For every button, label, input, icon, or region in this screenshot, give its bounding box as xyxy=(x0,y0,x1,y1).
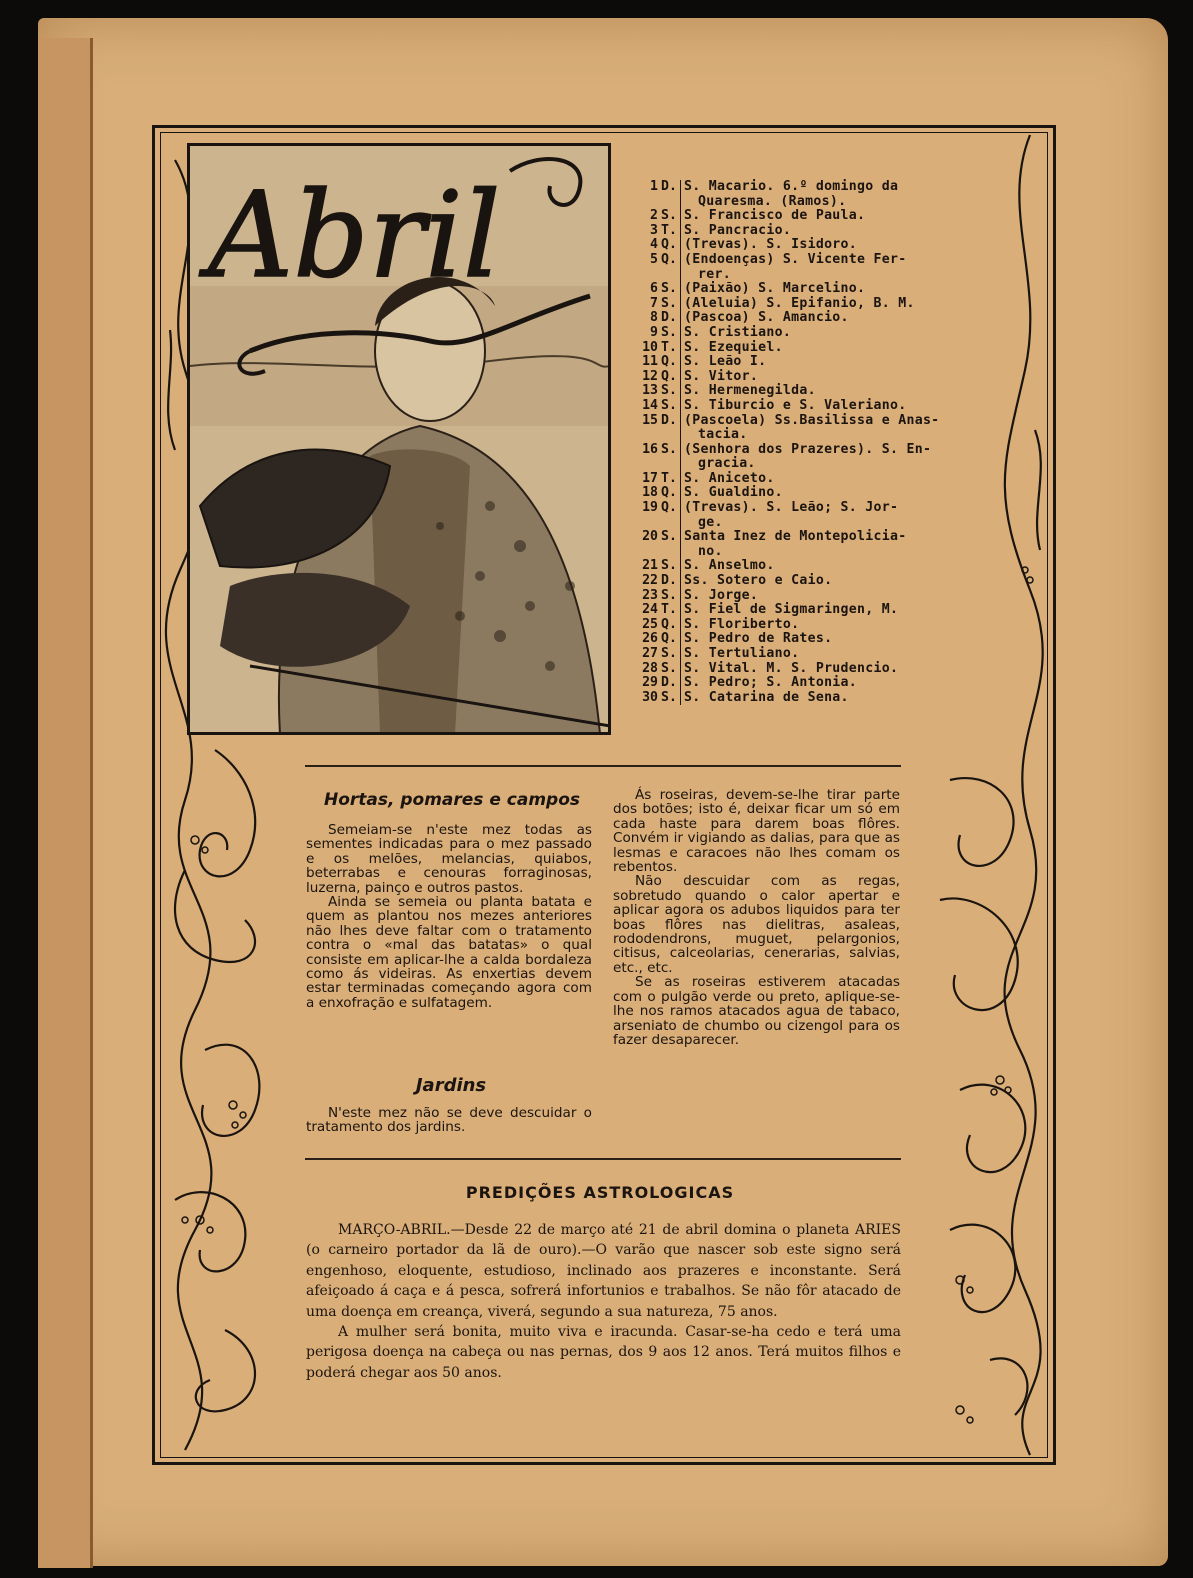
jardins-paragraph: N'este mez não se deve descuidar o tratamento dos jardins. xyxy=(306,1105,592,1136)
calendar-entry-continuation xyxy=(612,268,1012,283)
calendar-weekday: D. xyxy=(658,311,681,326)
calendar-day-number xyxy=(612,268,658,283)
calendar-day-number: 8 xyxy=(650,310,658,326)
calendar-weekday: S. xyxy=(658,209,681,224)
calendar-saint-text: gracia. xyxy=(698,456,756,472)
calendar-weekday xyxy=(658,516,681,531)
calendar-saint-text: (Aleluia) S. Epifanio, B. M. xyxy=(684,295,915,311)
calendar-entry xyxy=(612,282,1012,297)
calendar-day-number: 1 xyxy=(650,179,658,194)
calendar-entry xyxy=(612,399,1012,414)
astro-paragraph-1: MARÇO-ABRIL.—Desde 22 de março até 21 de abril domina o planeta ARIES (o carneiro portador da lã de ouro).—O varão que nascer sob este signo será engenhoso, eloquente, estudioso, inclinado aos prazeres e inconstante. Será afeiçoado á caça e á pesca, sofrerá infortunios e trabalhos. Se não fôr atacado de uma doença em creança, viverá, segundo a sua natureza, 75 anos. xyxy=(306,1222,901,1320)
calendar-saint-text: S. Macario. 6.º domingo da xyxy=(684,179,899,194)
calendar-saint-text: (Trevas). S. Isidoro. xyxy=(684,237,858,253)
calendar-entry-continuation xyxy=(612,545,1012,560)
calendar-weekday: T. xyxy=(658,224,681,239)
divider-top xyxy=(305,765,901,767)
calendar-weekday: S. xyxy=(658,589,681,604)
saints-calendar xyxy=(612,180,1012,705)
calendar-entry xyxy=(612,384,1012,399)
astro-text xyxy=(306,1220,901,1383)
page-gutter xyxy=(38,38,93,1568)
calendar-day-number xyxy=(612,545,658,560)
toreador-illustration xyxy=(187,143,611,735)
calendar-weekday: S. xyxy=(658,326,681,341)
calendar-entry xyxy=(612,443,1012,458)
calendar-entry xyxy=(612,180,1012,195)
calendar-saint-text: S. Cristiano. xyxy=(684,324,792,340)
calendar-entry xyxy=(612,559,1012,574)
calendar-weekday: S. xyxy=(658,647,681,662)
calendar-saint-text: Santa Inez de Montepolicia- xyxy=(684,529,907,545)
hortas-text xyxy=(306,823,592,1010)
calendar-entry xyxy=(612,676,1012,691)
calendar-day-number: 18 xyxy=(642,485,658,501)
calendar-day-number: 15 xyxy=(642,412,658,428)
hortas-heading: Hortas, pomares e campos xyxy=(323,790,581,810)
calendar-entry xyxy=(612,691,1012,706)
calendar-weekday: Q. xyxy=(658,501,681,516)
calendar-saint-text: Ss. Sotero e Caio. xyxy=(684,573,833,589)
calendar-saint-text: S. Hermenegilda. xyxy=(684,383,816,399)
calendar-day-number xyxy=(612,457,658,472)
calendar-weekday: D. xyxy=(658,676,681,691)
calendar-day-number: 7 xyxy=(650,295,658,311)
jardins-text xyxy=(306,1106,592,1135)
calendar-day-number: 4 xyxy=(650,237,658,253)
calendar-day-number: 25 xyxy=(642,616,658,632)
calendar-entry xyxy=(612,632,1012,647)
calendar-saint-text: S. Tiburcio e S. Valeriano. xyxy=(684,397,907,413)
calendar-saint-text: S. Vitor. xyxy=(684,368,759,384)
calendar-day-number: 17 xyxy=(642,470,658,486)
calendar-day-number: 11 xyxy=(642,354,658,370)
calendar-saint-text: (Pascoela) Ss.Basilissa e Anas- xyxy=(684,412,940,428)
roseiras-paragraph-1: Ás roseiras, devem-se-lhe tirar parte dos botões; isto é, deixar ficar um só em cada haste para darem boas flôres. Convém ir vigiando as dalias, para que as lesmas e caracoes não lhes comam os rebentos. xyxy=(613,787,900,876)
calendar-saint-text: S. Pancracio. xyxy=(684,222,792,238)
calendar-saint-text: (Senhora dos Prazeres). S. En- xyxy=(684,441,932,457)
calendar-weekday xyxy=(658,268,681,283)
calendar-entry xyxy=(612,311,1012,326)
roseiras-paragraph-3: Se as roseiras estiverem atacadas com o pulgão verde ou preto, aplique-se-lhe nos ramos atacados agua de tabaco, arseniato de chumbo ou cizengol para os fazer desaparecer. xyxy=(613,974,900,1048)
hortas-paragraph-2: Ainda se semeia ou planta batata e quem as plantou nos mezes anteriores não lhes deve faltar com o tratamento contra o «mal das batatas» o qual consiste em aplicar-lhe a calda bordaleza como ás videiras. As enxertias devem estar terminadas começando agora com a enxofração e sulfatagem. xyxy=(306,894,592,1011)
calendar-weekday: S. xyxy=(658,297,681,312)
calendar-day-number: 12 xyxy=(642,368,658,384)
calendar-saint-text: S. Leão I. xyxy=(684,354,767,370)
calendar-weekday: S. xyxy=(658,530,681,545)
calendar-day-number: 21 xyxy=(642,558,658,574)
jardins-heading: Jardins xyxy=(415,1075,487,1096)
calendar-saint-text: (Paixão) S. Marcelino. xyxy=(684,281,866,297)
calendar-entry xyxy=(612,574,1012,589)
calendar-entry xyxy=(612,326,1012,341)
month-title: Abril xyxy=(208,166,501,304)
calendar-day-number: 6 xyxy=(650,281,658,297)
astro-paragraph-2: A mulher será bonita, muito viva e iracunda. Casar-se-ha cedo e terá uma perigosa doença na cabeça ou nas pernas, dos 9 aos 12 anos. Terá muitos filhos e poderá chegar aos 50 anos. xyxy=(306,1324,901,1381)
calendar-day-number: 20 xyxy=(642,529,658,545)
calendar-saint-text: (Endoenças) S. Vicente Fer- xyxy=(684,251,907,267)
calendar-saint-text: S. Ezequiel. xyxy=(684,339,783,355)
calendar-entry xyxy=(612,209,1012,224)
calendar-saint-text: S. Catarina de Sena. xyxy=(684,689,849,705)
calendar-entry xyxy=(612,647,1012,662)
calendar-saint-text: S. Aniceto. xyxy=(684,470,775,486)
calendar-weekday: S. xyxy=(658,559,681,574)
calendar-saint-text: tacia. xyxy=(698,427,748,443)
calendar-day-number: 26 xyxy=(642,631,658,647)
calendar-saint-text: S. Floriberto. xyxy=(684,616,800,632)
calendar-day-number: 2 xyxy=(650,208,658,224)
calendar-day-number: 24 xyxy=(642,602,658,618)
calendar-entry-continuation xyxy=(612,195,1012,210)
calendar-weekday: S. xyxy=(658,399,681,414)
calendar-entry xyxy=(612,486,1012,501)
calendar-weekday: S. xyxy=(658,691,681,706)
calendar-entry xyxy=(612,530,1012,545)
calendar-weekday: D. xyxy=(658,180,681,195)
calendar-weekday: Q. xyxy=(658,355,681,370)
calendar-weekday: Q. xyxy=(658,253,681,268)
calendar-weekday: Q. xyxy=(658,632,681,647)
calendar-saint-text: ge. xyxy=(698,514,723,530)
calendar-entry xyxy=(612,662,1012,677)
calendar-day-number: 23 xyxy=(642,587,658,603)
calendar-saint-text: S. Tertuliano. xyxy=(684,646,800,661)
calendar-day-number: 28 xyxy=(642,660,658,676)
calendar-day-number: 3 xyxy=(650,222,658,238)
calendar-entry xyxy=(612,501,1012,516)
calendar-entry-continuation xyxy=(612,457,1012,472)
calendar-day-number: 10 xyxy=(642,339,658,355)
calendar-weekday: T. xyxy=(658,472,681,487)
calendar-entry-continuation xyxy=(612,428,1012,443)
calendar-day-number: 16 xyxy=(642,441,658,457)
calendar-saint-text: S. Gualdino. xyxy=(684,485,783,501)
calendar-weekday xyxy=(658,457,681,472)
calendar-weekday: Q. xyxy=(658,370,681,385)
calendar-day-number: 5 xyxy=(650,251,658,267)
roseiras-paragraph-2: Não descuidar com as regas, sobretudo quando o calor apertar e aplicar agora os adubos liquidos para ter boas flôres nas dielitras, asaleas, rododendrons, muguet, pelargonios, citisus, calceolarias, cenerarias, salvias, etc., etc. xyxy=(613,873,900,976)
calendar-entry xyxy=(612,355,1012,370)
calendar-entry xyxy=(612,472,1012,487)
astro-title: PREDIÇÕES ASTROLOGICAS xyxy=(465,1183,735,1202)
calendar-day-number: 29 xyxy=(642,675,658,691)
calendar-day-number: 19 xyxy=(642,500,658,516)
calendar-saint-text: no. xyxy=(698,543,723,559)
calendar-weekday: T. xyxy=(658,341,681,356)
calendar-saint-text: Quaresma. (Ramos). xyxy=(698,193,847,209)
calendar-day-number: 27 xyxy=(642,646,658,661)
calendar-entry xyxy=(612,603,1012,618)
calendar-entry xyxy=(612,253,1012,268)
calendar-weekday: S. xyxy=(658,443,681,458)
calendar-weekday: D. xyxy=(658,414,681,429)
calendar-entry xyxy=(612,341,1012,356)
calendar-weekday: Q. xyxy=(658,618,681,633)
calendar-day-number: 13 xyxy=(642,383,658,399)
calendar-weekday xyxy=(658,195,681,210)
calendar-weekday: Q. xyxy=(658,238,681,253)
calendar-saint-text: S. Vital. M. S. Prudencio. xyxy=(684,660,899,676)
calendar-saint-text: (Trevas). S. Leão; S. Jor- xyxy=(684,500,899,516)
calendar-day-number xyxy=(612,195,658,210)
calendar-saint-text: (Pascoa) S. Amancio. xyxy=(684,310,849,326)
calendar-saint-text: S. Pedro; S. Antonia. xyxy=(684,675,858,691)
calendar-weekday xyxy=(658,545,681,560)
divider-middle xyxy=(305,1158,901,1160)
calendar-saint-text: S. Jorge. xyxy=(684,587,759,603)
calendar-weekday: T. xyxy=(658,603,681,618)
calendar-saint-text: S. Francisco de Paula. xyxy=(684,208,866,224)
calendar-weekday: S. xyxy=(658,384,681,399)
calendar-day-number xyxy=(612,428,658,443)
calendar-weekday: Q. xyxy=(658,486,681,501)
calendar-day-number: 22 xyxy=(642,573,658,589)
calendar-entry xyxy=(612,238,1012,253)
calendar-entry xyxy=(612,618,1012,633)
calendar-saint-text: S. Anselmo. xyxy=(684,558,775,574)
calendar-weekday: S. xyxy=(658,662,681,677)
calendar-entry xyxy=(612,414,1012,429)
calendar-weekday xyxy=(658,428,681,443)
calendar-day-number xyxy=(612,516,658,531)
calendar-day-number: 14 xyxy=(642,397,658,413)
calendar-saint-text: S. Pedro de Rates. xyxy=(684,631,833,647)
calendar-saint-text: S. Fiel de Sigmaringen, M. xyxy=(684,602,899,618)
roseiras-text xyxy=(613,788,900,1047)
calendar-day-number: 9 xyxy=(650,324,658,340)
calendar-day-number: 30 xyxy=(642,689,658,705)
calendar-saint-text: rer. xyxy=(698,266,731,282)
calendar-weekday: D. xyxy=(658,574,681,589)
hortas-paragraph-1: Semeiam-se n'este mez todas as sementes indicadas para o mez passado e os melões, melancias, quiabos, beterrabas e cenouras forraginosas, luzerna, painço e outros pastos. xyxy=(306,822,592,896)
calendar-weekday: S. xyxy=(658,282,681,297)
